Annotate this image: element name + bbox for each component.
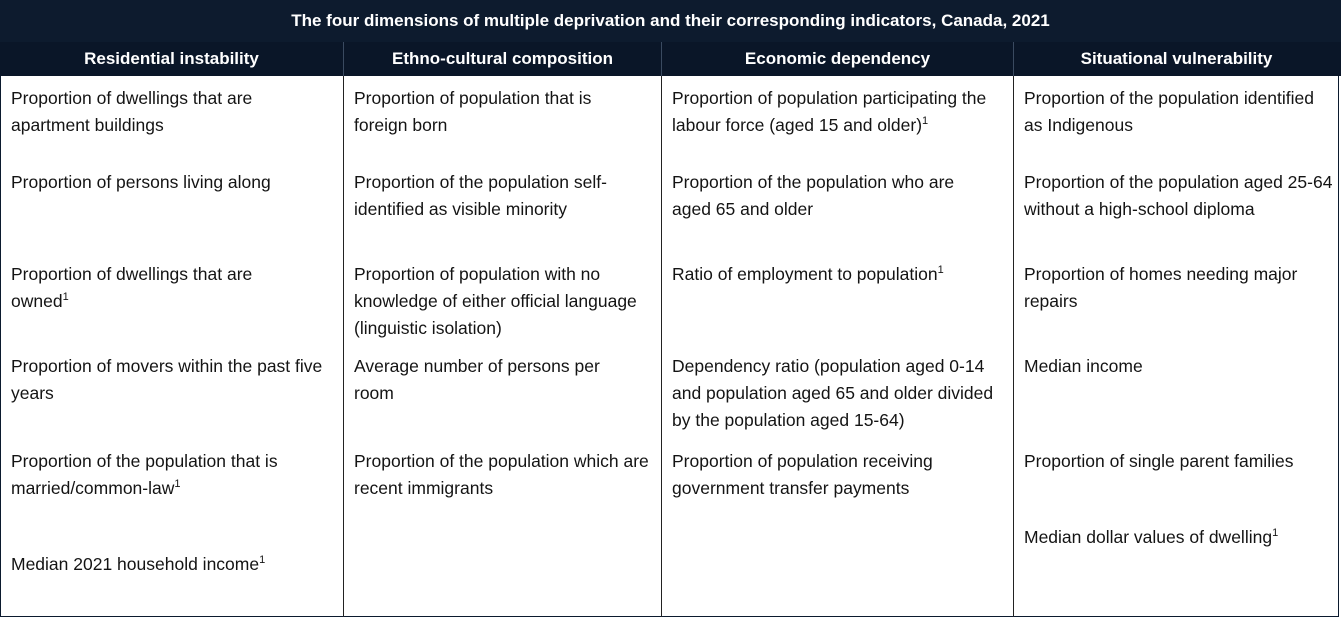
header-divider: [661, 42, 662, 76]
header-row: [0, 42, 1341, 76]
column-header-residential-instability: Residential instability: [84, 49, 259, 68]
table-cell: Proportion of dwellings that are apartment buildings: [11, 88, 253, 135]
table-cell: Dependency ratio (population aged 0-14 and population aged 65 and older divided by the population aged 15-64): [672, 356, 994, 430]
table-cell: Proportion of dwellings that are owned$^1$: [11, 264, 253, 311]
table-cell: Median dollar values of dwelling$^1$: [1024, 527, 1279, 547]
table-cell: Proportion of the population who are aged 65 and older: [672, 172, 955, 219]
table-cell: Proportion of movers within the past five years: [11, 356, 323, 403]
table-cell: Proportion of homes needing major repairs: [1024, 264, 1298, 311]
table-cell: Proportion of population receiving government transfer payments: [672, 451, 933, 498]
column-header-situational-vulnerability: Situational vulnerability: [1080, 49, 1273, 68]
column-header-economic-dependency: Economic dependency: [744, 49, 931, 68]
table-cell: Proportion of population with no knowledge of either official language (linguistic isolation): [354, 264, 637, 338]
table-title: [0, 0, 1341, 42]
table-cell: Proportion of single parent families: [1024, 451, 1294, 471]
table-cell: Proportion of the population aged 25-64 without a high-school diploma: [1024, 172, 1333, 219]
table-cell: Proportion of the population that is married/common-law$^1$: [11, 451, 278, 498]
table-cell: Proportion of the population identified as Indigenous: [1024, 88, 1314, 135]
table-cell: Median income: [1024, 356, 1143, 376]
column-divider: [1013, 76, 1014, 617]
column-header-ethno-cultural-composition: Ethno-cultural composition: [392, 49, 613, 68]
header-divider: [343, 42, 344, 76]
table-cell: Ratio of employment to population$^1$: [672, 264, 944, 284]
table-cell: Proportion of the population self-identified as visible minority: [354, 172, 607, 219]
table-cell: Proportion of population participating the labour force (aged 15 and older)$^1$: [672, 88, 987, 135]
table-cell: Average number of persons per room: [354, 356, 600, 403]
table-cell: Proportion of population that is foreign born: [354, 88, 592, 135]
table-cell: Proportion of persons living along: [11, 172, 271, 192]
table-cell: Median 2021 household income$^1$: [11, 554, 266, 574]
table-title-text: The four dimensions of multiple deprivation and their corresponding indicators, Canada, 2021: [291, 11, 1050, 30]
column-divider: [661, 76, 662, 617]
table-cell: Proportion of the population which are recent immigrants: [354, 451, 649, 498]
header-divider: [1013, 42, 1014, 76]
column-divider: [343, 76, 344, 617]
